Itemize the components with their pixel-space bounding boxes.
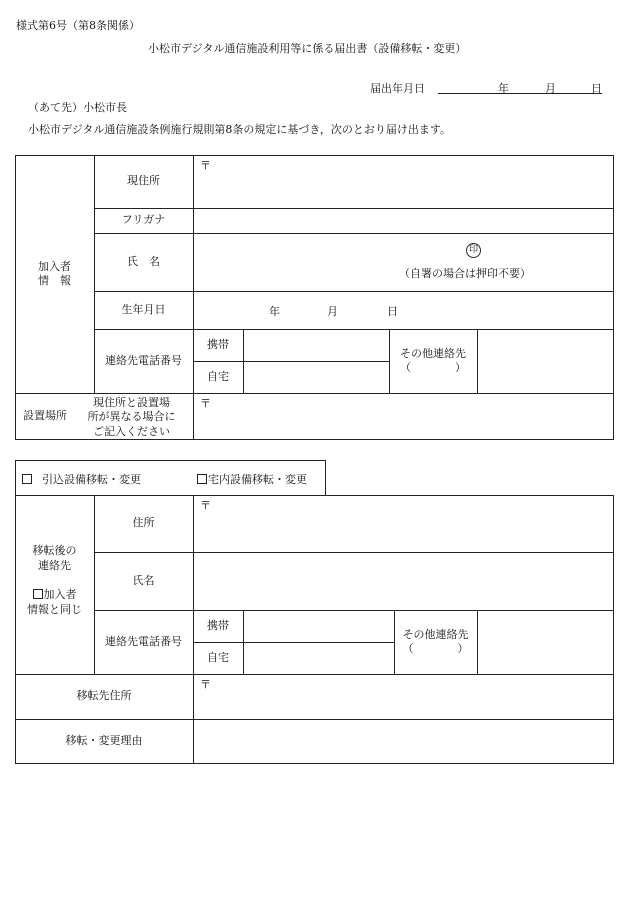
other-contact-field[interactable] [478, 330, 613, 393]
in-house-label: 宅内設備移転・変更 [208, 473, 307, 486]
new-home-label: 自宅 [207, 650, 229, 664]
new-name-field[interactable] [194, 553, 613, 610]
new-home-phone-field[interactable] [244, 643, 394, 674]
mobile-label: 携帯 [207, 337, 229, 351]
same-as-subscriber-option[interactable] [15, 588, 94, 618]
furigana-field[interactable] [194, 209, 613, 233]
lead-in-label: 引込設備移転・変更 [42, 473, 141, 486]
statement: 小松市デジタル通信施設条例施行規則第8条の規定に基づき，次のとおり届け出ます。 [28, 123, 452, 136]
phone-label: 連絡先電話番号 [105, 353, 182, 367]
new-name-label: 氏名 [132, 573, 155, 587]
new-address-postal-mark: 〒 [200, 499, 211, 512]
new-mobile-label: 携帯 [207, 618, 229, 632]
home-phone-field[interactable] [244, 362, 389, 393]
relocation-contact-label: 移転後の 連絡先 [32, 544, 77, 572]
subscriber-section-label: 加入者 情 報 [38, 259, 71, 287]
install-place-postal-mark: 〒 [200, 397, 211, 410]
reason-label: 移転・変更理由 [65, 733, 143, 747]
date-month: 月 [545, 82, 556, 95]
birth-month: 月 [327, 305, 338, 318]
destination-postal-mark: 〒 [200, 678, 211, 691]
form-title: 小松市デジタル通信施設利用等に係る届出書（設備移転・変更） [148, 42, 467, 55]
current-address-postal-mark: 〒 [200, 159, 211, 172]
new-mobile-field[interactable] [244, 611, 394, 642]
new-address-field[interactable] [194, 496, 613, 552]
option-lead-in[interactable] [22, 471, 141, 487]
new-other-contact-label: その他連絡先 （ ） [402, 627, 469, 655]
same-as-subscriber-label: 加入者 情報と同じ [27, 587, 82, 616]
birth-day: 日 [387, 305, 398, 318]
in-house-checkbox[interactable] [197, 474, 207, 484]
form-number: 様式第6号（第8条関係） [16, 19, 140, 32]
date-field[interactable] [438, 80, 602, 94]
addressee: （あて先）小松市長 [28, 101, 127, 114]
seal-mark-icon: 印 [466, 243, 481, 258]
seal-note: （自署の場合は押印不要） [399, 267, 531, 280]
new-phone-label: 連絡先電話番号 [105, 634, 182, 648]
furigana-label: フリガナ [121, 213, 166, 227]
same-as-subscriber-checkbox[interactable] [33, 589, 43, 599]
mobile-field[interactable] [244, 330, 389, 361]
birthdate-field[interactable] [194, 292, 613, 329]
install-place-field[interactable] [194, 394, 613, 439]
name-field[interactable] [194, 234, 613, 291]
date-day: 日 [591, 82, 602, 95]
date-label: 届出年月日 [370, 82, 425, 95]
birth-year: 年 [269, 305, 280, 318]
current-address-field[interactable] [194, 156, 613, 208]
destination-address-label: 移転先住所 [76, 689, 132, 703]
home-label: 自宅 [207, 369, 229, 383]
relocation-section-label [15, 544, 94, 617]
install-place-note: 現住所と設置場 所が異なる場合に ご記入ください [87, 396, 176, 438]
other-contact-label: その他連絡先 （ ） [400, 346, 466, 374]
lead-in-checkbox[interactable] [22, 474, 32, 484]
new-address-label: 住所 [132, 516, 155, 530]
new-other-contact-field[interactable] [478, 611, 613, 674]
destination-address-field[interactable] [194, 675, 613, 719]
current-address-label: 現住所 [127, 174, 160, 188]
date-year: 年 [498, 82, 509, 95]
reason-field[interactable] [194, 720, 613, 763]
option-in-house[interactable] [197, 471, 307, 487]
name-label: 氏 名 [127, 254, 160, 268]
birthdate-label: 生年月日 [121, 302, 166, 316]
install-place-label: 設置場所 [23, 408, 67, 422]
